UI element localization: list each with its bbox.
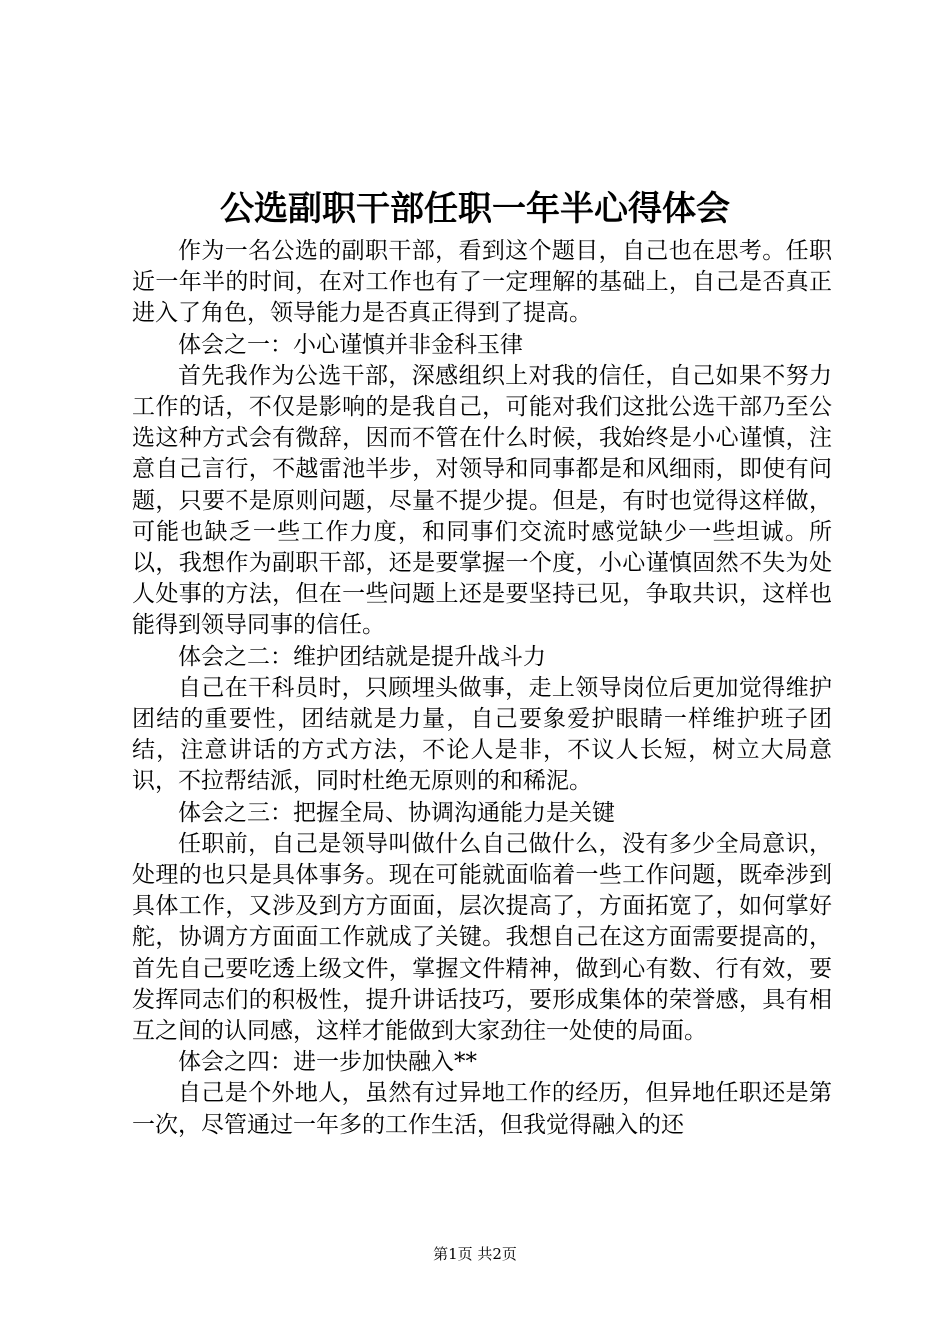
section-heading-2: 体会之二：维护团结就是提升战斗力: [178, 643, 546, 670]
section-heading-1: 体会之一：小心谨慎并非金科玉律: [178, 331, 523, 358]
paragraph-intro: 作为一名公选的副职干部，看到这个题目，自己也在思考。任职近一年半的时间，在对工作也有了一定理解的基础上，自己是否真正进入了角色，领导能力是否真正得到了提高。: [132, 238, 832, 327]
section-heading-4: 体会之四：进一步加快融入**: [178, 1049, 477, 1076]
page-number-footer: 第1页 共2页: [433, 1245, 517, 1263]
section-heading-3: 体会之三：把握全局、协调沟通能力是关键: [178, 799, 615, 826]
paragraph-section-1: 首先我作为公选干部，深感组织上对我的信任，自己如果不努力工作的话，不仅是影响的是我自己，可能对我们这批公选干部乃至公选这种方式会有微辞，因而不管在什么时候，我始终是小心谨慎，注意自己言行，不越雷池半步，对领导和同事都是和风细雨，即使有问题，只要不是原则问题，尽量不提少提。但是，有时也觉得这样做，可能也缺乏一些工作力度，和同事们交流时感觉缺少一些坦诚。所以，我想作为副职干部，还是要掌握一个度，小心谨慎固然不失为处人处事的方法，但在一些问题上还是要坚持已见，争取共识，这样也能得到领导同事的信任。: [132, 362, 832, 639]
paragraph-section-4: 自己是个外地人，虽然有过异地工作的经历，但异地任职还是第一次，尽管通过一年多的工作生活，但我觉得融入的还: [132, 1080, 832, 1138]
paragraph-section-2: 自己在干科员时，只顾埋头做事，走上领导岗位后更加觉得维护团结的重要性，团结就是力量，自己要象爱护眼睛一样维护班子团结，注意讲话的方式方法，不论人是非，不议人长短，树立大局意识，不拉帮结派，同时杜绝无原则的和稀泥。: [132, 674, 832, 795]
document-body: [132, 236, 832, 1141]
paragraph-section-3: 任职前，自己是领导叫做什么自己做什么，没有多少全局意识，处理的也只是具体事务。现在可能就面临着一些工作问题，既牵涉到具体工作，又涉及到方方面面，层次提高了，方面拓宽了，如何掌好舵，协调方方面面工作就成了关键。我想自己在这方面需要提高的，首先自己要吃透上级文件，掌握文件精神，做到心有数、行有效，要发挥同志们的积极性，提升讲话技巧，要形成集体的荣誉感，具有相互之间的认同感，这样才能做到大家劲往一处使的局面。: [132, 830, 832, 1045]
document-title: 公选副职干部任职一年半心得体会: [220, 189, 730, 229]
